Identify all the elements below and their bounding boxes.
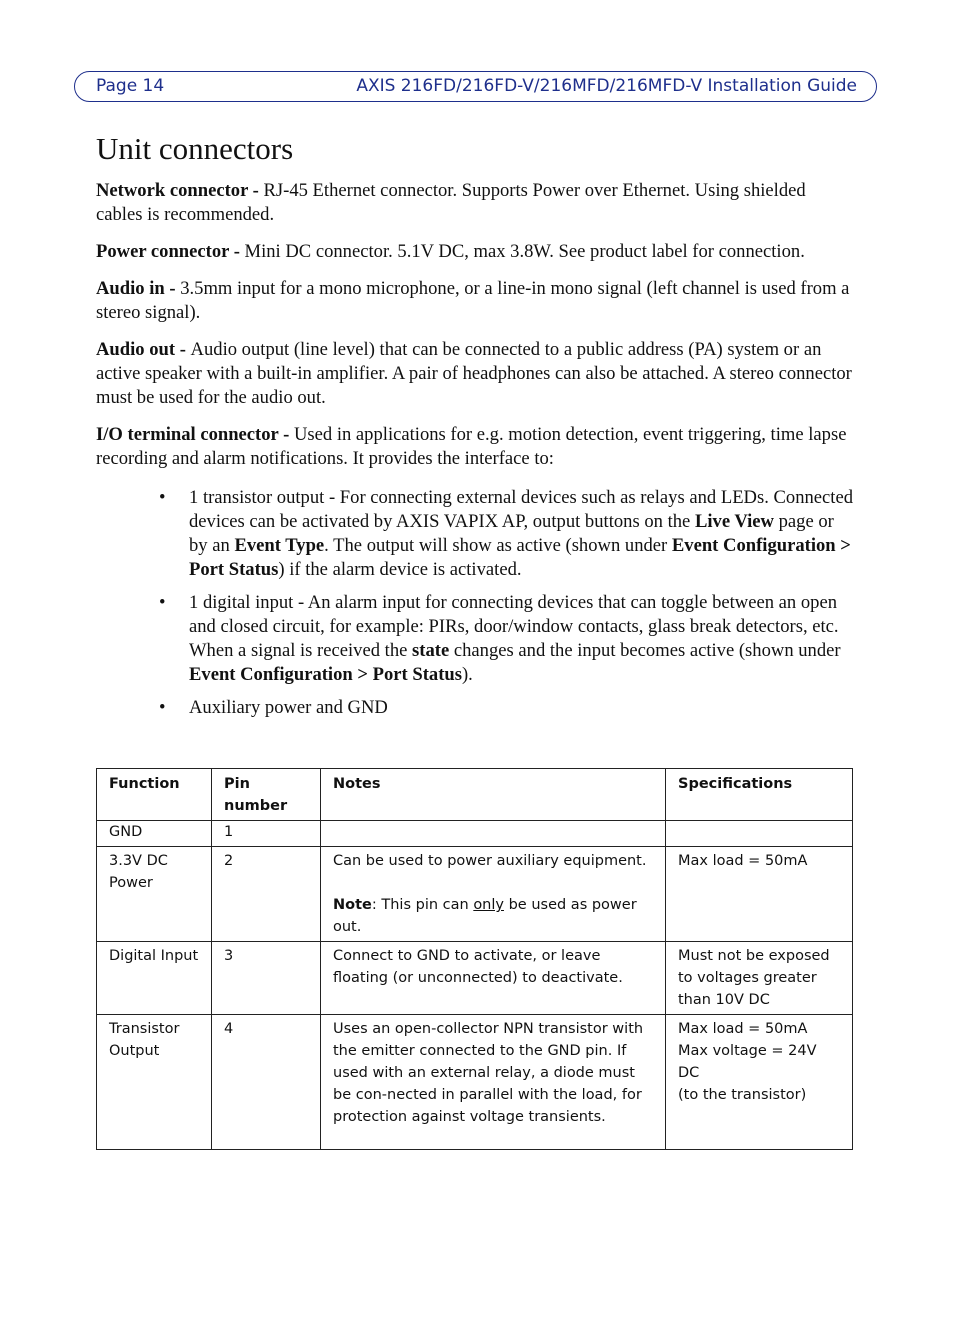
page-number: Page 14 [96, 76, 165, 96]
column-header: Function [97, 769, 212, 821]
network-connector-label: Network connector - [96, 180, 264, 201]
pin-cell: 2 [212, 847, 321, 942]
notes-cell [321, 821, 666, 847]
list-item: • 1 digital input - An alarm input for connecting devices that can toggle between an open and closed circuit, for example: PIRs, door/window contacts, glass break detectors, etc. When a signal is received the state changes and the input becomes active (shown under Event Configuration > Port Status). [159, 592, 841, 685]
notes-cell: Connect to GND to activate, or leave floating (or unconnected) to deactivate. [321, 942, 666, 1015]
bullet-icon: • [159, 697, 166, 718]
audio-in-label: Audio in - [96, 278, 181, 299]
table-row [97, 821, 853, 847]
io-terminal-paragraph: I/O terminal connector - Used in applications for e.g. motion detection, event triggering, time lapse recording and alarm notifications. It provides the interface to: [96, 424, 847, 469]
function-cell: 3.3V DC Power [97, 847, 212, 942]
audio-out-paragraph: Audio out - Audio output (line level) that can be connected to a public address (PA) system or an active speaker with a built-in amplifier. A pair of headphones can also be attached. A stereo connector must be used for the audio out. [96, 339, 852, 408]
notes-cell: Uses an open-collector NPN transistor with the emitter connected to the GND pin. If used with an external relay, a diode must be con-nected in parallel with the load, for protection against voltage transients. [321, 1015, 666, 1150]
function-cell: Digital Input [97, 942, 212, 1015]
table-header-row [97, 769, 853, 821]
column-header: Notes [321, 769, 666, 821]
column-header: Specifications [666, 769, 853, 821]
list-item: • Auxiliary power and GND [159, 697, 388, 718]
power-connector-label: Power connector - [96, 241, 245, 262]
io-interface-list [96, 486, 856, 720]
table-row [97, 847, 853, 942]
network-connector-paragraph: Network connector - RJ-45 Ethernet connector. Supports Power over Ethernet. Using shielded cables is recommended. [96, 180, 806, 225]
notes-cell: Can be used to power auxiliary equipment. Note: This pin can only be used as power out. [321, 847, 666, 942]
audio-in-paragraph: Audio in - 3.5mm input for a mono microphone, or a line-in mono signal (left channel is used from a stereo signal). [96, 278, 850, 323]
spec-cell [666, 821, 853, 847]
audio-out-label: Audio out - [96, 339, 191, 360]
pinout-table [96, 768, 853, 1150]
page-header [74, 71, 877, 102]
spec-cell: Max load = 50mA Max voltage = 24V DC (to the transistor) [666, 1015, 853, 1150]
table-row [97, 1015, 853, 1150]
pin-cell: 1 [212, 821, 321, 847]
pin-cell: 3 [212, 942, 321, 1015]
function-cell: GND [97, 821, 212, 847]
guide-title: AXIS 216FD/216FD-V/216MFD/216MFD-V Installation Guide [356, 76, 857, 96]
bullet-icon: • [159, 487, 166, 508]
pin-cell: 4 [212, 1015, 321, 1150]
column-header: Pin number [212, 769, 321, 821]
table-row [97, 942, 853, 1015]
spec-cell: Must not be exposed to voltages greater than 10V DC [666, 942, 853, 1015]
power-connector-paragraph: Power connector - Mini DC connector. 5.1V DC, max 3.8W. See product label for connection. [96, 241, 805, 262]
io-terminal-label: I/O terminal connector - [96, 424, 294, 445]
bullet-icon: • [159, 592, 166, 613]
section-title: Unit connectors [96, 131, 294, 166]
list-item: • 1 transistor output - For connecting external devices such as relays and LEDs. Connected devices can be activated by AXIS VAPIX AP, output buttons on the Live View page or by an Event Type. The output will show as active (shown under Event Configuration > Port Status) if the alarm device is activated. [159, 487, 854, 580]
spec-cell: Max load = 50mA [666, 847, 853, 942]
body-text [96, 179, 856, 729]
function-cell: Transistor Output [97, 1015, 212, 1150]
note-label: Note [333, 897, 372, 913]
